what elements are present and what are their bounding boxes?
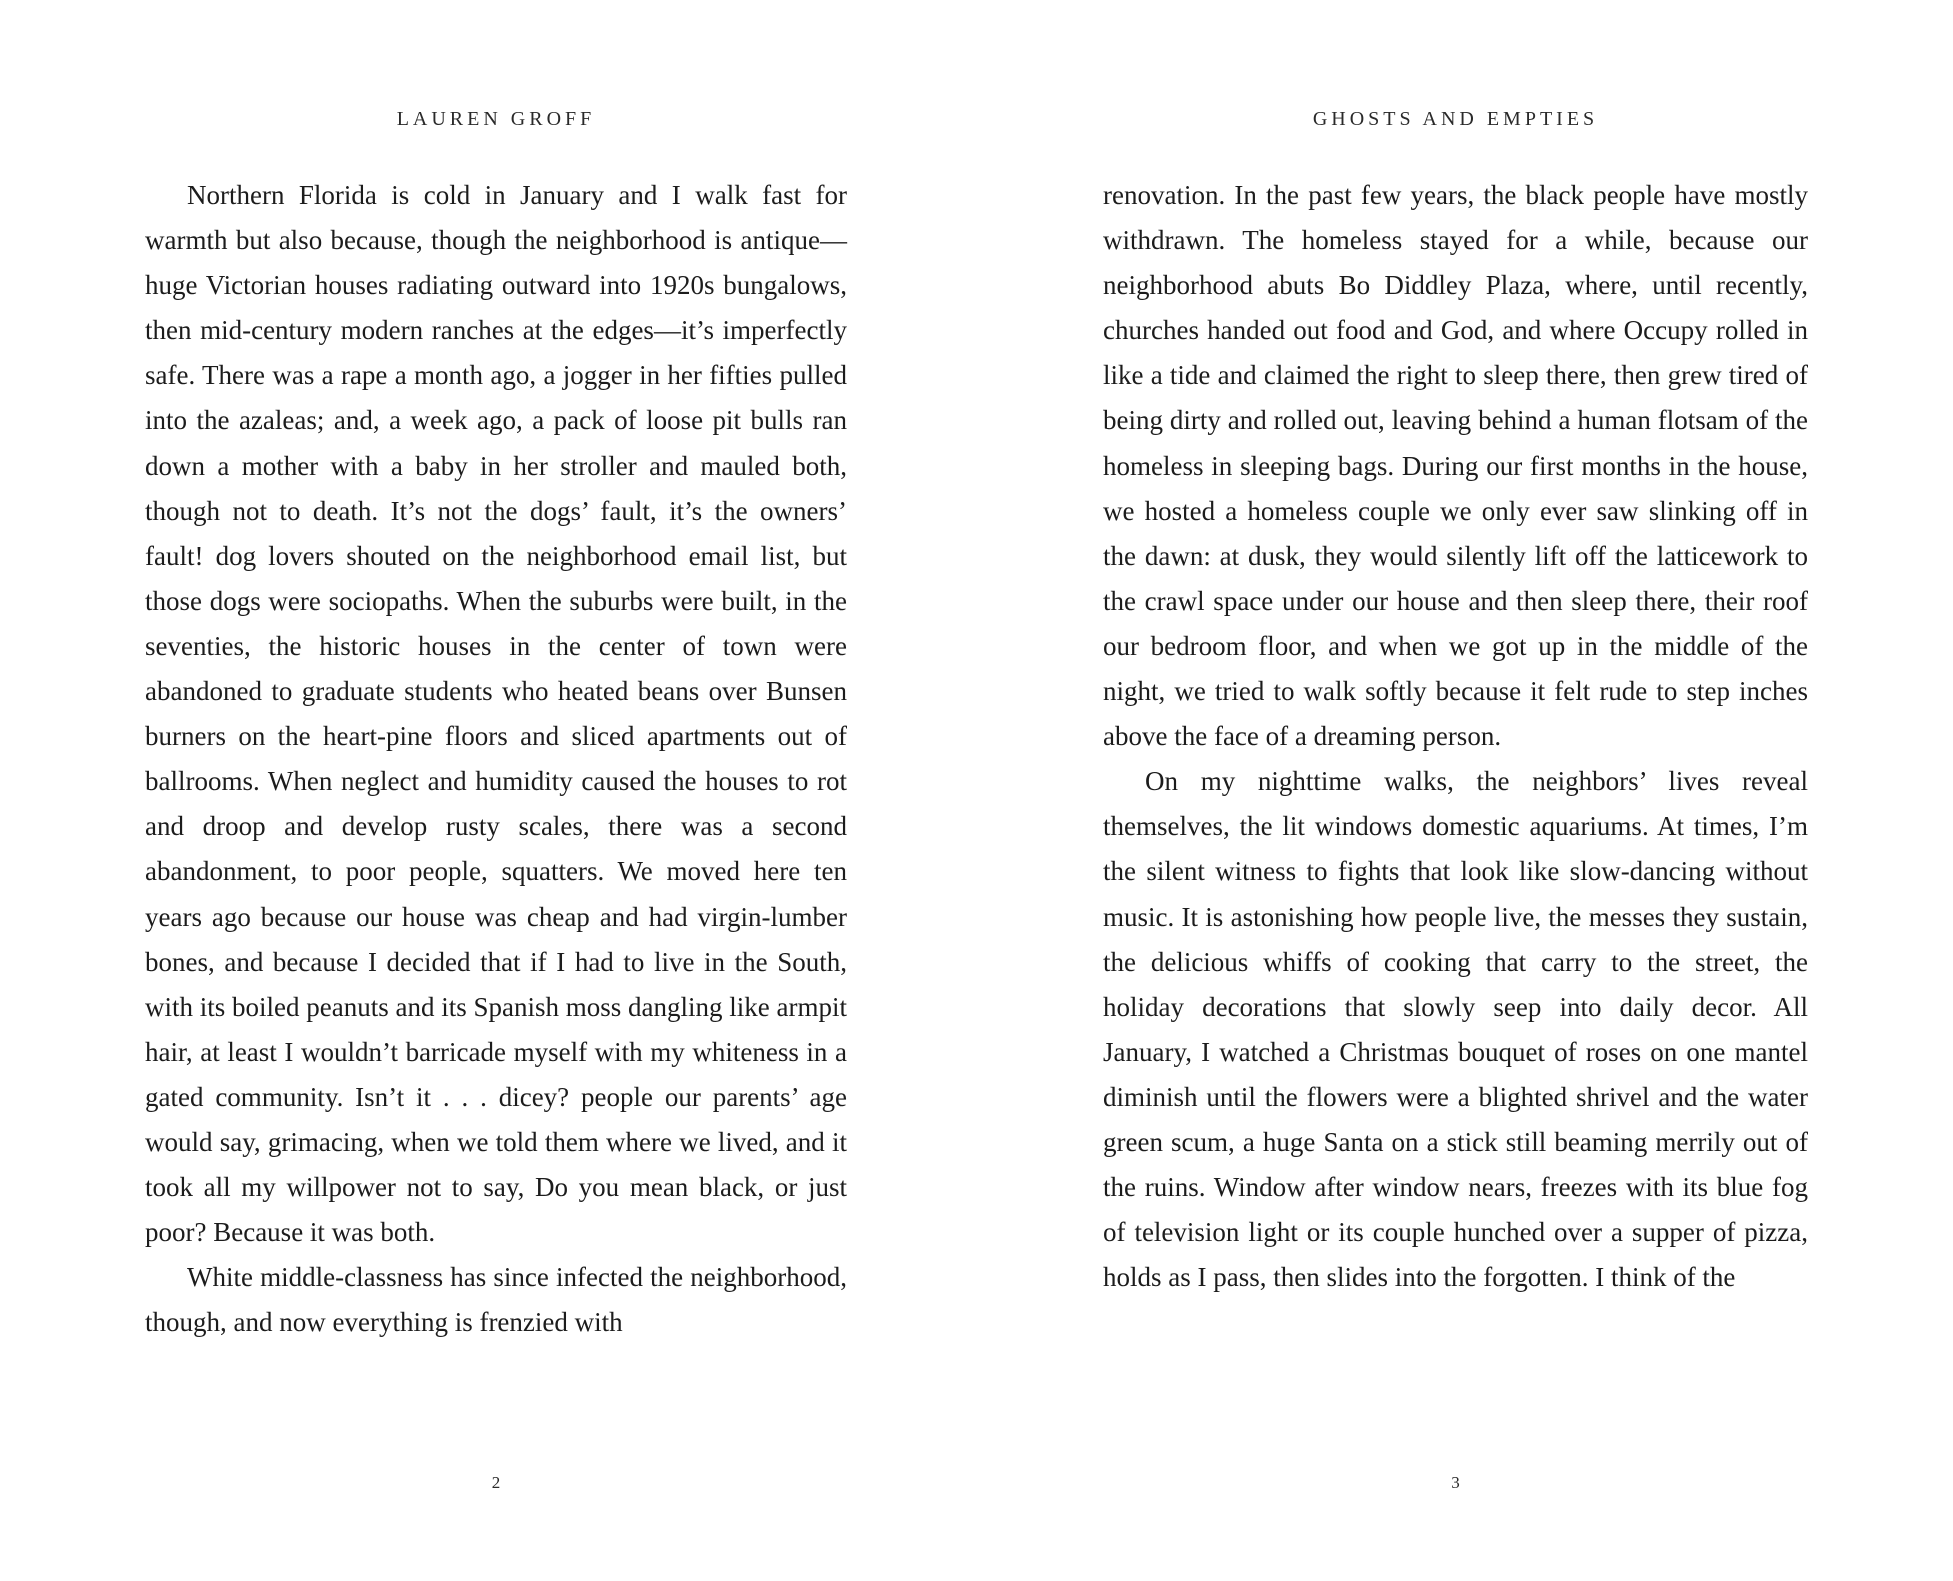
body-text xyxy=(1103,173,1808,1300)
right-page xyxy=(1103,0,1808,1581)
running-head-author: LAUREN GROFF xyxy=(396,108,596,130)
paragraph: Northern Florida is cold in January and I walk fast for warmth but also because, though the neighborhood is antique—huge Victorian houses radiating outward into 1920s bungalows, then mid-century modern ranches at the edges—it’s imperfectly safe. There was a rape a month ago, a jogger in her fifties pulled into the azaleas; and, a week ago, a pack of loose pit bulls ran down a mother with a baby in her stroller and mauled both, though not to death. It’s not the dogs’ fault, it’s the owners’ fault! dog lovers shouted on the neighborhood email list, but those dogs were sociopaths. When the suburbs were built, in the seventies, the historic houses in the center of town were abandoned to graduate students who heated beans over Bunsen burners on the heart-pine floors and sliced apartments out of ballrooms. When neglect and humidity caused the houses to rot and droop and develop rusty scales, there was a second abandonment, to poor people, squatters. We moved here ten years ago because our house was cheap and had virgin-lumber bones, and because I decided that if I had to live in the South, with its boiled peanuts and its Spanish moss dangling like armpit hair, at least I wouldn’t barricade myself with my whiteness in a gated community. Isn’t it . . . dicey? people our parents’ age would say, grimacing, when we told them where we lived, and it took all my willpower not to say, Do you mean black, or just poor? Because it was both. xyxy=(145,180,847,1248)
left-page xyxy=(145,0,847,1581)
paragraph-continued: renovation. In the past few years, the black people have mostly withdrawn. The homeless stayed for a while, because our neighborhood abuts Bo Diddley Plaza, where, until recently, churches handed out food and God, and where Occupy rolled in like a tide and claimed the right to sleep there, then grew tired of being dirty and rolled out, leaving behind a human flotsam of the homeless in sleeping bags. During our first months in the house, we hosted a homeless couple we only ever saw slinking off in the dawn: at dusk, they would silently lift off the latticework to the crawl space under our house and then sleep there, their roof our bedroom floor, and when we got up in the middle of the night, we tried to walk softly because it felt rude to step inches above the face of a dreaming person. xyxy=(1103,180,1808,752)
paragraph: White middle-classness has since infected the neighborhood, though, and now everything is frenzied with xyxy=(145,1262,847,1338)
paragraph: On my nighttime walks, the neighbors’ lives reveal themselves, the lit windows domestic aquariums. At times, I’m the silent witness to fights that look like slow-dancing without music. It is astonishing how people live, the messes they sustain, the delicious whiffs of cooking that carry to the street, the holiday decorations that slowly seep into daily decor. All January, I watched a Christmas bouquet of roses on one mantel diminish until the flowers were a blighted shrivel and the water green scum, a huge Santa on a stick still beaming merrily out of the ruins. Window after window nears, freezes with its blue fog of television light or its couple hunched over a supper of pizza, holds as I pass, then slides into the forgotten. I think of the xyxy=(1103,766,1808,1293)
running-head-title: GHOSTS AND EMPTIES xyxy=(1312,108,1599,130)
body-text xyxy=(145,173,847,1345)
page-number: 2 xyxy=(491,1473,501,1492)
page-number: 3 xyxy=(1451,1473,1460,1492)
